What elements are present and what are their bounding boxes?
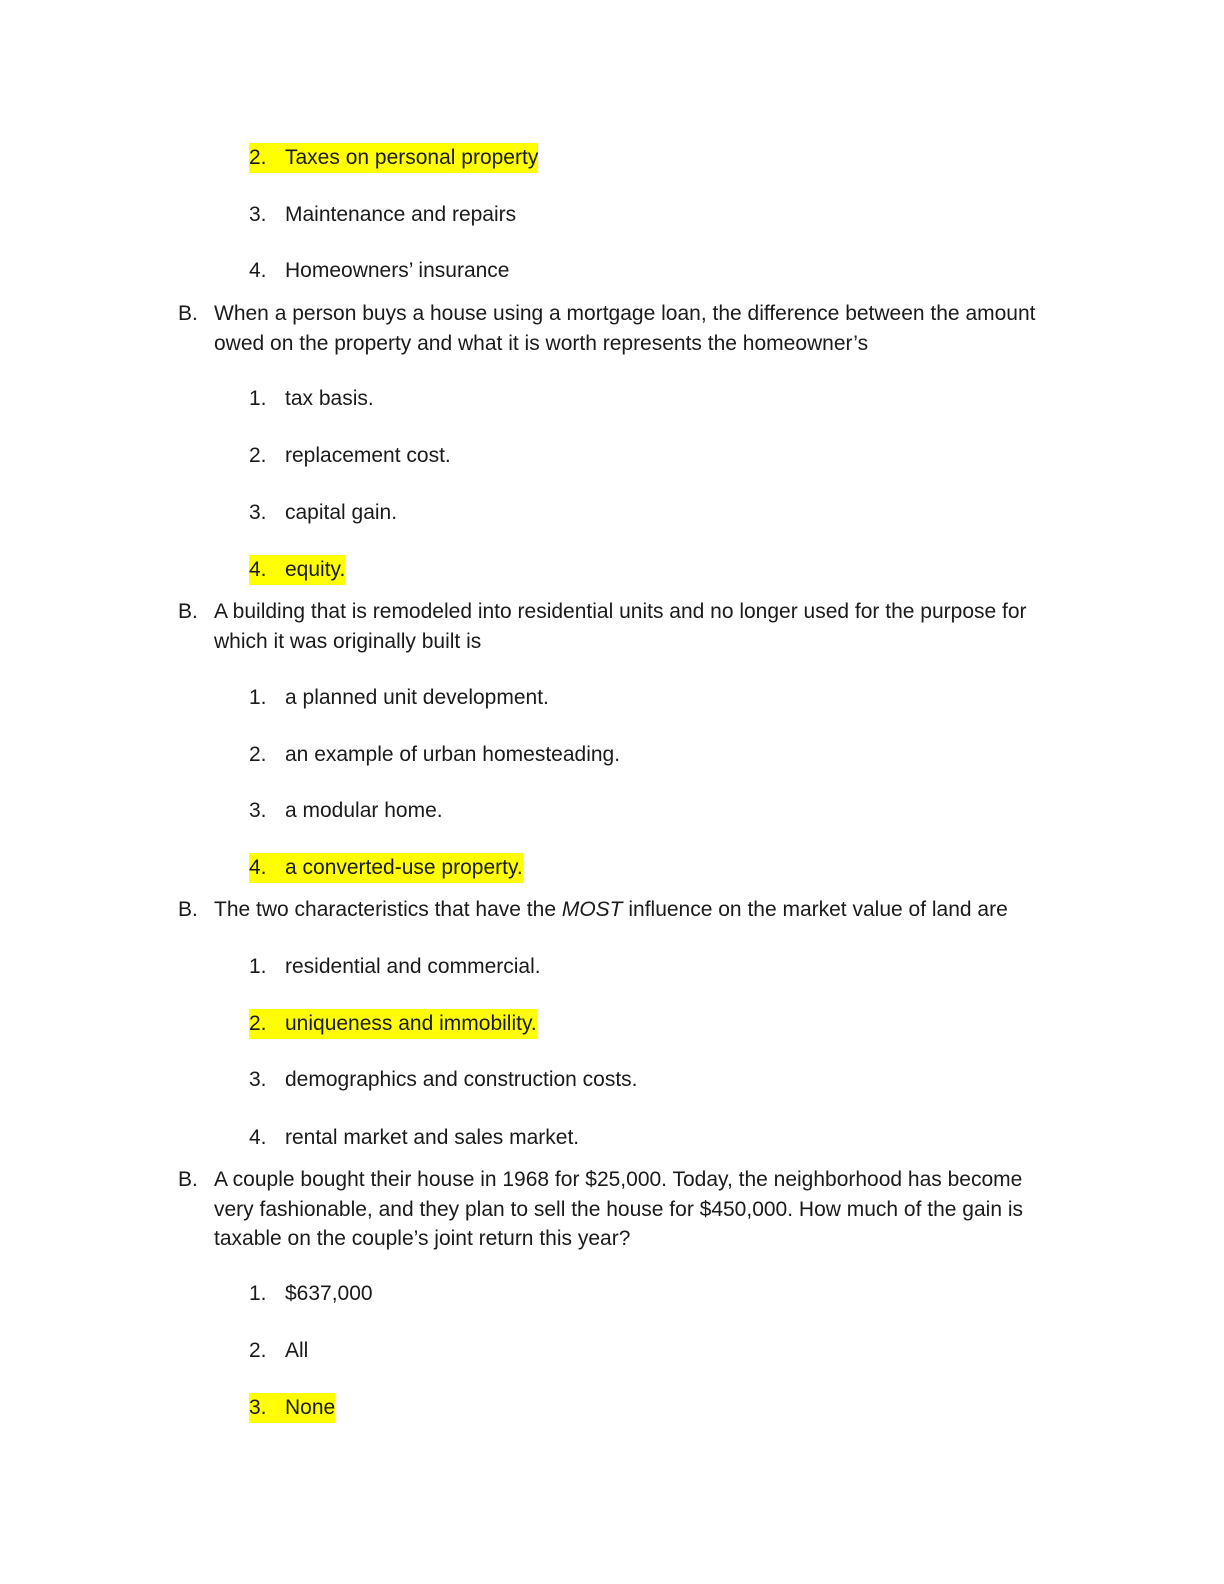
question-text <box>214 597 1094 656</box>
question-line: very fashionable, and they plan to sell the house for $450,000. How much of the gain is <box>214 1197 1024 1221</box>
option-item <box>249 555 345 585</box>
option-item <box>249 952 541 982</box>
option-number: 1. <box>249 1282 267 1305</box>
option-item <box>249 1336 308 1366</box>
option-number: 1. <box>249 955 267 978</box>
option-text: equity. <box>285 558 346 581</box>
option-text: residential and commercial. <box>285 955 541 978</box>
option-item <box>249 441 451 471</box>
option-item <box>249 1065 638 1095</box>
question-text-before: The two characteristics that have the <box>214 898 562 921</box>
question-text <box>214 1165 1094 1254</box>
option-text: Taxes on personal property <box>285 146 539 169</box>
option-text: a planned unit development. <box>285 686 549 709</box>
option-text: $637,000 <box>285 1282 373 1305</box>
option-text: None <box>285 1396 336 1419</box>
question-emphasis: MOST <box>561 898 623 921</box>
option-number: 4. <box>249 1126 267 1149</box>
option-item <box>249 143 538 173</box>
option-text: a converted-use property. <box>285 856 523 879</box>
question-letter: B. <box>178 302 198 325</box>
option-text: rental market and sales market. <box>285 1126 580 1149</box>
option-item <box>249 683 549 713</box>
option-number: 1. <box>249 686 267 709</box>
option-number: 4. <box>249 259 267 282</box>
question-letter: B. <box>178 898 198 921</box>
option-text: an example of urban homesteading. <box>285 743 621 766</box>
option-number: 2. <box>249 743 267 766</box>
option-item <box>249 1123 579 1153</box>
option-item <box>249 1279 373 1309</box>
question-text <box>214 895 1094 925</box>
option-text: Homeowners’ insurance <box>285 259 510 282</box>
question-line: When a person buys a house using a mortgage loan, the difference between the amount <box>214 302 1036 325</box>
option-number: 2. <box>249 1012 267 1035</box>
option-text: uniqueness and immobility. <box>285 1012 537 1035</box>
option-number: 3. <box>249 1068 267 1091</box>
question-line: owed on the property and what it is worth represents the homeowner’s <box>214 331 869 355</box>
option-item <box>249 1393 335 1423</box>
option-text: All <box>285 1339 309 1362</box>
option-number: 3. <box>249 1396 267 1419</box>
option-text: capital gain. <box>285 501 398 524</box>
option-item <box>249 498 397 528</box>
question-line: A couple bought their house in 1968 for $25,000. Today, the neighborhood has become <box>214 1168 1023 1191</box>
question-letter: B. <box>178 1168 198 1191</box>
option-number: 1. <box>249 387 267 410</box>
option-number: 2. <box>249 1339 267 1362</box>
option-text: Maintenance and repairs <box>285 203 517 226</box>
option-number: 3. <box>249 799 267 822</box>
option-item <box>249 853 523 883</box>
question-line: A building that is remodeled into residential units and no longer used for the purpose for <box>214 600 1027 623</box>
option-item <box>249 200 516 230</box>
option-item <box>249 384 374 414</box>
option-number: 3. <box>249 501 267 524</box>
option-number: 2. <box>249 444 267 467</box>
option-text: replacement cost. <box>285 444 451 467</box>
option-number: 3. <box>249 203 267 226</box>
option-text: a modular home. <box>285 799 443 822</box>
option-number: 4. <box>249 558 267 581</box>
question-text <box>214 299 1094 358</box>
question-letter: B. <box>178 600 198 623</box>
option-text: tax basis. <box>285 387 374 410</box>
option-item <box>249 256 510 286</box>
option-number: 4. <box>249 856 267 879</box>
option-item <box>249 1009 537 1039</box>
option-item <box>249 796 443 826</box>
option-item <box>249 740 620 770</box>
question-text-after: influence on the market value of land are <box>622 898 1008 921</box>
question-line: which it was originally built is <box>214 629 482 653</box>
option-text: demographics and construction costs. <box>285 1068 638 1091</box>
question-line: taxable on the couple’s joint return this year? <box>214 1227 631 1250</box>
question-line <box>214 895 1094 925</box>
option-number: 2. <box>249 146 267 169</box>
